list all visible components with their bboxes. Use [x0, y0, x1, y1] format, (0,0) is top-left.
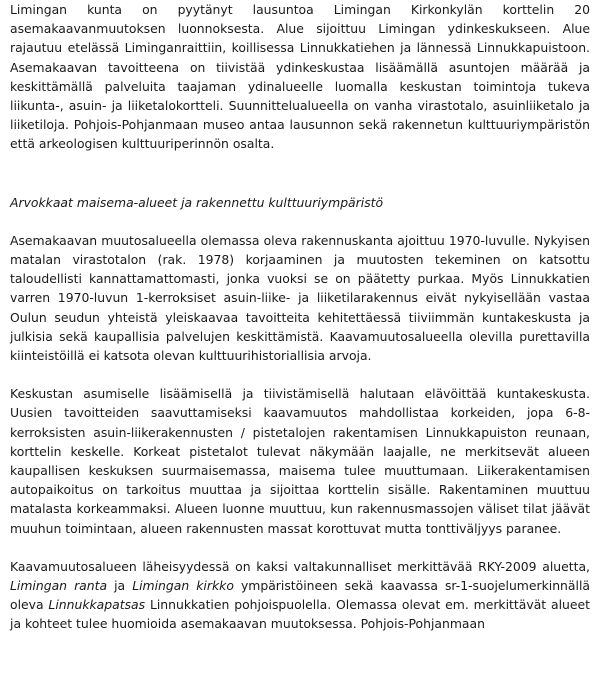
rky-text-part3: ympäristöineen sekä kaavassa sr-1-suojelumerkinnällä oleva	[10, 578, 590, 613]
rky-limingan-kirkko: Limingan kirkko	[132, 578, 234, 594]
rky-text-part2: ja	[107, 578, 133, 594]
rky-text-part1: Kaavamuutosalueen läheisyydessä on kaksi valtakunnalliset merkittävää RKY-2009 aluetta,	[10, 558, 590, 574]
densification-paragraph: Keskustan asumiselle lisäämisellä ja tiivistämisellä halutaan elävöittää kuntakeskusta. Uusien tavoitteiden saavuttamiseksi kaavamuutos mahdollistaa korkeiden, jopa 6-8-kerroksisten asuin-liikerakennusten / pistetalojen rakentamisen Linnukkapuiston reunaan, korttelin keskelle. Korkeat pistetalot tulevat näkymään laajalle, ne merkitsevät alueen kaupallisen keskuksen suurmaisemassa, maisema tulee muuttumaan. Liikerakentamisen autopaikoitus on tarkoitus muuttaa ja sijoittaa korttelin sisälle. Rakentaminen muuttuu matalasta korkeammaksi. Alueen luonne muuttuu, kun rakennusmassojen väliset tilat jäävät muuhun toimintaan, alueen rakennusten massat korottuvat mutta tonttiväljyys paranee.	[10, 386, 590, 536]
section-heading: Arvokkaat maisema-alueet ja rakennettu kulttuuriympäristö	[10, 194, 384, 210]
rky-text-part4: Linnukkatien pohjoispuolella. Olemassa olevat em. merkittävät alueet ja kohteet tulee huomioida asemakaavan muutoksessa. Pohjois-Pohjanmaan	[10, 597, 590, 632]
building-stock-paragraph: Asemakaavan muutosalueella olemassa oleva rakennuskanta ajoittuu 1970-luvulle. Nykyisen matalan virastotalon (rak. 1978) korjaaminen ja muutosten tekeminen on katsottu taloudellisti kannattamattomasti, jonka vuoksi se on päätetty purkaa. Myös Linnukkatien varren 1970-luvun 1-kerroksiset asuin-liike- ja liiketilarakennus eivät nykyisellään vastaa Oulun seudun yhteistä yleiskaavaa tavoitteita kehitettäessä tiiviimmän kuntakeskusta ja julkisia sekä kaupallisia palvelujen keskittämistä. Kaavamuutosalueella olevilla purettavilla kiinteistöillä ei katsota olevan kulttuurihistoriallisia arvoja.	[10, 232, 590, 364]
intro-paragraph: Limingan kunta on pyytänyt lausuntoa Limingan Kirkonkylän korttelin 20 asemakaavanmuutoksen luonnoksesta. Alue sijoittuu Limingan ydinkeskukseen. Alue rajautuu etelässä Liminganraittiin, koillisessa Linnukkatiehen ja lännessä Linnukkapuistoon. Asemakaavan tavoitteena on tiivistää ydinkeskustaa lisäämällä asuntojen määrää ja keskittämällä palveluita taajaman ydinalueelle luomalla keskustan toimintoja tukeva liikunta-, asuin- ja liiketalokortteli. Suunnittelualueella on vanha virastotalo, asuinliiketalo ja liiketiloja. Pohjois-Pohjanmaan museo antaa lausunnon sekä rakennetun kulttuuriympäristön että arkeologisen kulttuuriperinnön osalta.	[10, 2, 590, 152]
rky-limingan-ranta: Limingan ranta	[10, 578, 108, 594]
linnukkapatsas-name: Linnukkapatsas	[48, 597, 146, 613]
document-page	[10, 0, 590, 634]
rky-areas-paragraph	[10, 557, 590, 634]
